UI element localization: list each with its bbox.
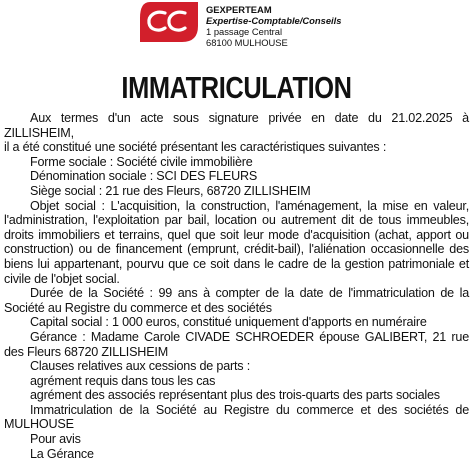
intro-line-1: Aux termes d'un acte sous signature privée en date du 21.02.2025 à ZILLISHEIM,	[4, 111, 469, 140]
duree-societe: Durée de la Société : 99 ans à compter de la date de l'immatriculation de la Société au Registre du commerce et des sociétés	[4, 286, 469, 315]
firm-address-line2: 68100 MULHOUSE	[206, 37, 288, 48]
forme-sociale: Forme sociale : Société civile immobilière	[30, 154, 253, 169]
capital-social: Capital social : 1 000 euros, constitué uniquement d'apports en numéraire	[30, 315, 427, 330]
notice-body	[4, 111, 469, 461]
denomination-sociale: Dénomination sociale : SCI DES FLEURS	[30, 169, 258, 184]
notice-title: IMMATRICULATION	[121, 70, 352, 105]
firm-block	[206, 4, 406, 48]
agrement-1: agrément requis dans tous les cas	[30, 373, 216, 388]
gerance: Gérance : Madame Carole CIVADE SCHROEDER épouse GALIBERT, 21 rue des Fleurs 68720 ZILLISHEIM	[4, 329, 469, 359]
intro-line-2: il a été constitué une société présentant les caractéristiques suivantes :	[4, 140, 387, 155]
siege-social: Siège social : 21 rue des Fleurs, 68720 ZILLISHEIM	[30, 183, 311, 198]
immatriculation-rcs: Immatriculation de la Société au Registre du commerce et des sociétés de MULHOUSE	[4, 402, 469, 432]
clauses-cessions: Clauses relatives aux cessions de parts :	[30, 359, 250, 374]
agrement-2: agrément des associés représentant plus des trois-quarts des parts sociales	[30, 388, 440, 403]
firm-tagline: Expertise-Comptable/Conseils	[206, 15, 342, 26]
firm-address-line1: 1 passage Central	[206, 26, 283, 37]
objet-social: Objet social : L'acquisition, la construction, l'aménagement, la mise en valeur, l'administration, l'exploitation par bail, location ou autrement dit de tous immeubles, droits immobiliers et terrains, quel que soit leur mode d'acquisition (achat, apport ou construction) ou de financement (emprunt, crédit-bail), l'aliénation occasionnelle des biens lui appartenant, pourvu que ce soit dans le cadre de la gestion patrimoniale et civile de l'objet social.	[4, 198, 469, 286]
signature: La Gérance	[30, 446, 94, 461]
pour-avis: Pour avis	[30, 432, 81, 447]
firm-name: GEXPERTEAM	[206, 4, 272, 15]
gexperteam-logo	[140, 2, 198, 42]
